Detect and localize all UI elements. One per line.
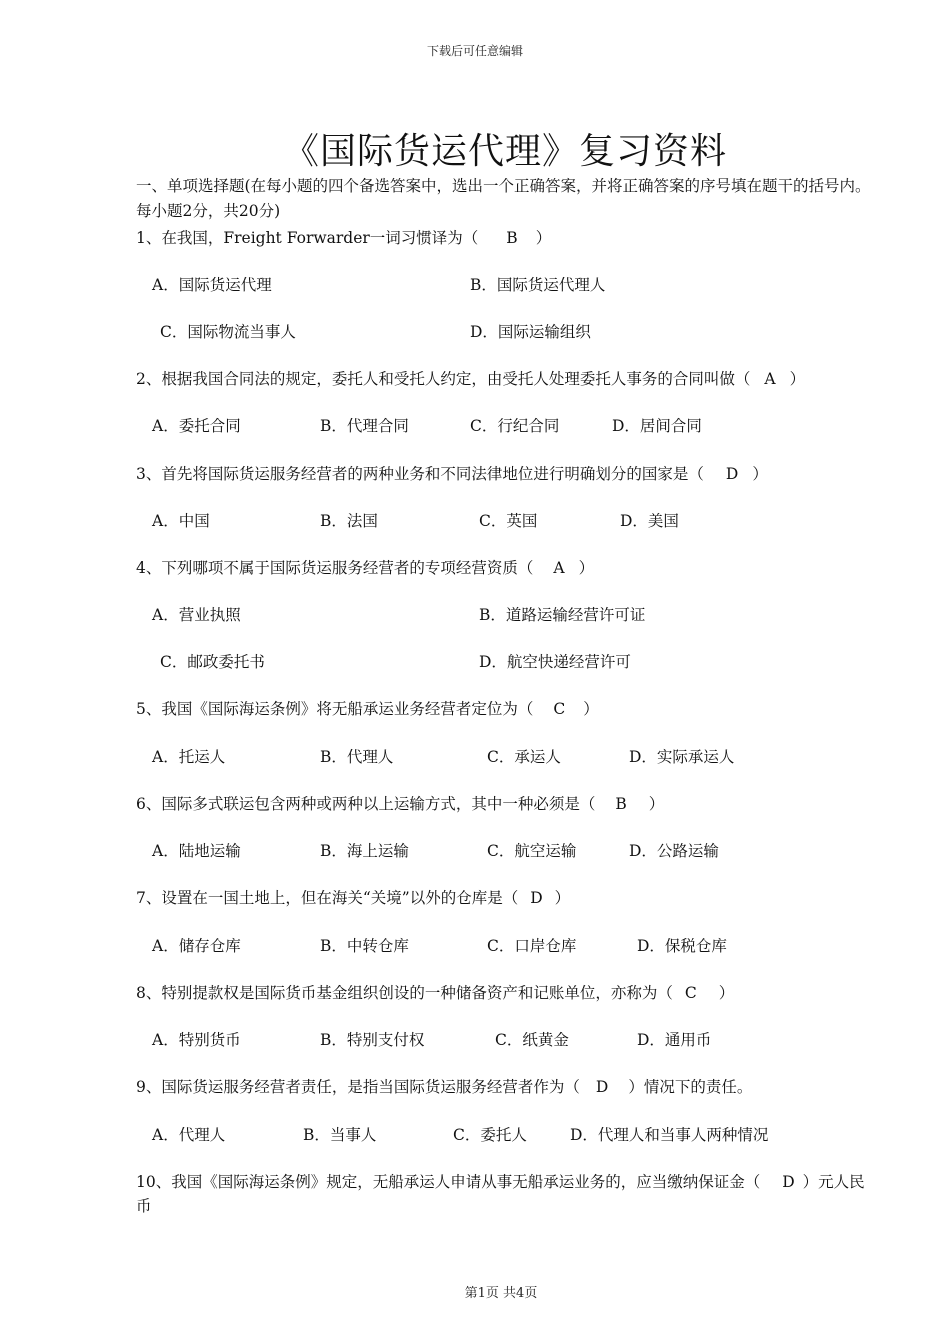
option-a: A．特别货币: [152, 1031, 241, 1049]
question-7: [136, 886, 570, 908]
question-stem: 10、我国《国际海运条例》规定，无船承运人申请从事无船承运业务的，应当缴纳保证金（: [136, 1173, 761, 1191]
option-c: C．邮政委托书: [160, 653, 265, 671]
page-header: 下载后可任意编辑: [426, 44, 523, 58]
answer: D: [782, 1173, 795, 1191]
option-c: C．英国: [479, 512, 538, 530]
option-c: C．航空运输: [487, 842, 577, 860]
question-stem: 2、根据我国合同法的规定，委托人和受托人约定，由受托人处理委托人事务的合同叫做（: [136, 370, 751, 388]
question-8: [136, 981, 734, 1003]
question-close: ）情况下的责任。: [628, 1078, 753, 1096]
option-a: A．营业执照: [152, 606, 241, 624]
answer: B: [615, 795, 627, 813]
option-b: B．代理合同: [320, 417, 409, 435]
option-d: D．国际运输组织: [470, 323, 591, 341]
question-10: [136, 1170, 876, 1218]
answer: B: [506, 229, 518, 247]
section-intro: 一、单项选择题(在每小题的四个备选答案中，选出一个正确答案，并将正确答案的序号填在题干的括号内。每小题2分，共20分): [136, 177, 871, 220]
answer: C: [684, 984, 697, 1002]
question-3: [136, 462, 768, 484]
question-stem: 8、特别提款权是国际货币基金组织创设的一种储备资产和记账单位，亦称为（: [136, 984, 673, 1002]
question-stem: 9、国际货运服务经营者责任，是指当国际货运服务经营者作为（: [136, 1078, 580, 1096]
option-d: D．美国: [620, 512, 679, 530]
question-5: [136, 697, 599, 719]
option-d: D．通用币: [637, 1031, 712, 1049]
option-c: C．口岸仓库: [487, 937, 577, 955]
question-close: ）: [578, 559, 595, 577]
question-close: ）: [554, 889, 571, 907]
option-a: A．陆地运输: [152, 842, 241, 860]
option-b: B．道路运输经营许可证: [479, 606, 646, 624]
option-c: C．委托人: [453, 1126, 527, 1144]
question-close: ）: [718, 984, 735, 1002]
option-c: C．国际物流当事人: [160, 323, 296, 341]
option-a: A．储存仓库: [152, 937, 241, 955]
option-d: D．航空快递经营许可: [479, 653, 631, 671]
question-9: [136, 1075, 752, 1097]
question-close: ）元人民币: [136, 1173, 865, 1215]
question-stem: 7、设置在一国土地上，但在海关“关境”以外的仓库是（: [136, 889, 519, 907]
option-a: A．国际货运代理: [152, 276, 272, 294]
option-a: A．委托合同: [152, 417, 241, 435]
option-b: B．国际货运代理人: [470, 276, 606, 294]
option-b: B．当事人: [303, 1126, 377, 1144]
option-a: A．代理人: [152, 1126, 226, 1144]
option-b: B．代理人: [320, 748, 394, 766]
question-stem: 1、在我国，Freight Forwarder一词习惯译为（: [136, 229, 479, 247]
page-footer: 第1页 共4页: [464, 1286, 538, 1301]
option-c: C．行纪合同: [470, 417, 560, 435]
answer: C: [553, 700, 566, 718]
question-close: ）: [789, 370, 806, 388]
answer: D: [725, 465, 739, 483]
question-close: ）: [583, 700, 599, 718]
option-a: A．托运人: [152, 748, 226, 766]
option-c: C．纸黄金: [495, 1031, 569, 1049]
option-b: B．特别支付权: [320, 1031, 425, 1049]
question-stem: 4、下列哪项不属于国际货运服务经营者的专项经营资质（: [136, 559, 534, 577]
option-b: B．海上运输: [320, 842, 409, 860]
option-c: C．承运人: [487, 748, 561, 766]
question-stem: 3、首先将国际货运服务经营者的两种业务和不同法律地位进行明确划分的国家是（: [136, 465, 704, 483]
answer: A: [764, 370, 776, 388]
question-1: [136, 226, 551, 248]
option-d: D．实际承运人: [629, 748, 735, 766]
option-b: B．法国: [320, 512, 378, 530]
answer: D: [530, 889, 543, 907]
question-close: ）: [648, 795, 665, 813]
document-title: 《国际货运代理》复习资料: [282, 131, 727, 172]
option-d: D．保税仓库: [637, 937, 727, 955]
option-a: A．中国: [152, 512, 210, 530]
option-d: D．代理人和当事人两种情况: [570, 1126, 769, 1144]
option-b: B．中转仓库: [320, 937, 409, 955]
answer: A: [553, 559, 565, 577]
question-2: [136, 367, 805, 389]
question-close: ）: [535, 229, 552, 247]
option-d: D．居间合同: [612, 417, 702, 435]
question-stem: 6、国际多式联运包含两种或两种以上运输方式，其中一种必须是（: [136, 795, 596, 813]
question-4: [136, 556, 594, 578]
question-6: [136, 792, 664, 814]
option-d: D．公路运输: [629, 842, 719, 860]
question-stem: 5、我国《国际海运条例》将无船承运业务经营者定位为（: [136, 700, 534, 718]
answer: D: [595, 1078, 609, 1096]
question-close: ）: [752, 465, 768, 483]
